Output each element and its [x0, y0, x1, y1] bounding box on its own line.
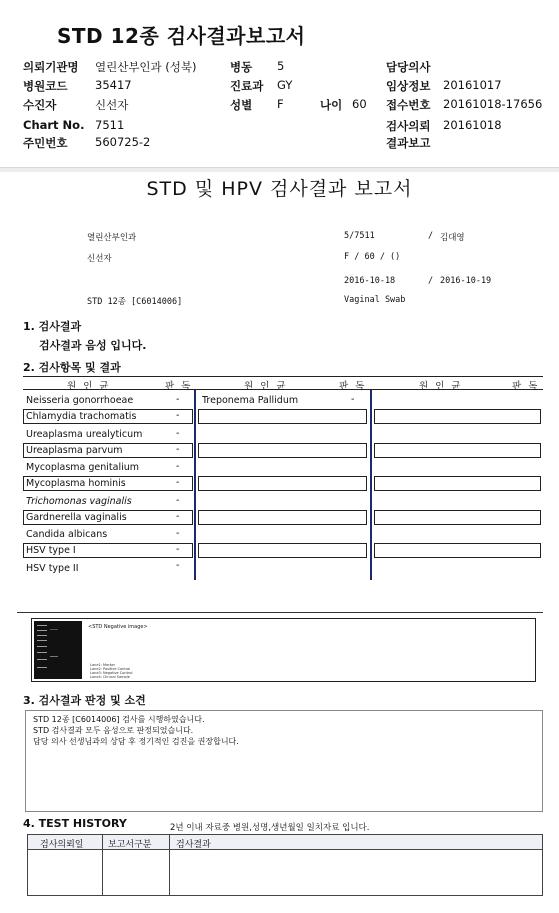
pathogen-result: -: [176, 444, 180, 455]
report-header-card: [0, 0, 559, 168]
resident-no-label: 주민번호: [23, 136, 68, 150]
info-doctor-sep: /: [428, 231, 434, 241]
pathogen-name: HSV type II: [26, 563, 79, 574]
resident-no-value: 560725-2: [95, 135, 151, 149]
department-value: GY: [277, 78, 293, 92]
pathogen-result: -: [176, 528, 180, 539]
info-chart: 5/7511: [344, 231, 375, 241]
ward-value: 5: [277, 59, 285, 73]
opinion-box: [25, 710, 543, 812]
info-institution: 열린산부인과: [87, 233, 137, 243]
results-table-header: [23, 376, 543, 390]
chart-no-label: Chart No.: [23, 118, 85, 132]
empty-result-box: [198, 543, 367, 558]
info-test: STD 12종 [C6014006]: [87, 297, 183, 307]
clinical-info-value: 20161017: [443, 78, 502, 92]
gel-electrophoresis-image: [34, 621, 82, 679]
gel-band: [37, 630, 47, 631]
gel-legend-item: Lane2: Positive Control: [90, 667, 131, 671]
pathogen-result: -: [176, 495, 180, 506]
pathogen-name: Treponema Pallidum: [202, 395, 299, 406]
pathogen-name: Mycoplasma genitalium: [26, 462, 140, 473]
divider-line: [17, 612, 543, 613]
empty-result-box: [374, 443, 541, 458]
info-date-sep: /: [428, 276, 434, 286]
pathogen-name: Trichomonas vaginalis: [26, 496, 132, 507]
empty-result-box: [198, 409, 367, 424]
sex-value: F: [277, 97, 284, 111]
gel-band: [37, 659, 47, 660]
pathogen-result: -: [351, 394, 355, 405]
gel-band: [37, 646, 47, 647]
column-divider: [194, 390, 196, 580]
pathogen-name: Gardnerella vaginalis: [26, 512, 127, 523]
pathogen-result: -: [176, 428, 180, 439]
opinion-line: STD 12종 [C6014006] 검사를 시행하였습니다.: [33, 715, 205, 724]
report-label: 결과보고: [386, 136, 431, 150]
gel-band: [37, 635, 47, 636]
opinion-line: 담당 의사 선생님과의 상담 후 정기적인 검진을 권장합니다.: [33, 737, 239, 746]
gel-image-frame: [31, 618, 536, 682]
pathogen-name: Mycoplasma hominis: [26, 478, 126, 489]
request-date-label: 검사의뢰: [386, 119, 431, 133]
receipt-no-label: 접수번호: [386, 98, 431, 112]
history-note: 2년 이내 자료중 병원,성명,생년월일 일치자료 입니다.: [170, 823, 370, 833]
hospital-code-label: 병원코드: [23, 79, 68, 93]
info-date1: 2016-10-18: [344, 276, 396, 286]
pathogen-result: -: [176, 511, 180, 522]
department-label: 진료과: [230, 79, 264, 93]
empty-result-box: [374, 476, 541, 491]
col2-pathogen-header: 원 인 균: [244, 381, 288, 392]
pathogen-name: Neisseria gonorrhoeae: [26, 395, 134, 406]
section1-title: 1. 검사결과: [23, 320, 82, 333]
institution-label: 의뢰기관명: [23, 60, 79, 74]
section4-title: 4. TEST HISTORY: [23, 817, 127, 830]
empty-result-box: [198, 510, 367, 525]
column-divider: [370, 390, 372, 580]
institution-value: 열린산부인과 (성북): [95, 60, 197, 74]
history-table: [27, 834, 543, 896]
section3-title: 3. 검사결과 판정 및 소견: [23, 694, 146, 707]
age-label: 나이: [320, 98, 343, 112]
clinical-info-label: 임상정보: [386, 79, 431, 93]
pathogen-name: HSV type I: [26, 545, 76, 556]
pathogen-name: Candida albicans: [26, 529, 108, 540]
info-date2: 2016-10-19: [440, 276, 492, 286]
col2-result-header: 판 독: [339, 381, 367, 392]
page-title: STD 및 HPV 검사결과 보고서: [146, 178, 413, 200]
history-column-divider: [169, 835, 170, 895]
gel-legend-item: Lane1: Marker: [90, 663, 116, 667]
section1-result: 검사결과 음성 입니다.: [39, 339, 147, 352]
report-header-title: STD 12종 검사결과보고서: [57, 24, 306, 48]
gel-band: [37, 667, 47, 668]
pathogen-name: Chlamydia trachomatis: [26, 411, 137, 422]
gel-band: [50, 656, 58, 657]
info-sex-age: F / 60 / (): [344, 252, 401, 262]
chart-no-value: 7511: [95, 118, 125, 132]
empty-result-box: [198, 443, 367, 458]
empty-result-box: [198, 476, 367, 491]
pathogen-name: Ureaplasma urealyticum: [26, 429, 143, 440]
history-col-report-type: 보고서구분: [108, 840, 152, 850]
opinion-line: STD 검사결과 모두 음성으로 판정되었습니다.: [33, 726, 194, 735]
pathogen-name: Ureaplasma parvum: [26, 445, 123, 456]
col1-pathogen-header: 원 인 균: [67, 381, 111, 392]
info-doctor: 김대영: [440, 233, 465, 243]
gel-caption: <STD Negative image>: [88, 624, 148, 630]
doctor-label: 담당의사: [386, 60, 431, 74]
history-col-result: 검사결과: [176, 840, 211, 850]
history-table-header: [28, 835, 542, 850]
info-specimen: Vaginal Swab: [344, 295, 406, 305]
gel-band: [37, 652, 47, 653]
sex-label: 성별: [230, 98, 253, 112]
pathogen-result: -: [176, 394, 180, 405]
gel-band: [37, 625, 47, 626]
report-document: [0, 172, 559, 913]
hospital-code-value: 35417: [95, 78, 132, 92]
col1-result-header: 판 독: [165, 381, 193, 392]
pathogen-result: -: [176, 560, 180, 571]
history-column-divider: [102, 835, 103, 895]
pathogen-result: -: [176, 544, 180, 555]
empty-result-box: [374, 409, 541, 424]
patient-value: 신선자: [95, 98, 129, 112]
request-date-value: 20161018: [443, 118, 502, 132]
empty-result-box: [374, 543, 541, 558]
ward-label: 병동: [230, 60, 253, 74]
gel-legend-item: Lane3: Negative Control: [90, 671, 133, 675]
empty-result-box: [374, 510, 541, 525]
gel-band: [37, 640, 47, 641]
info-patient: 신선자: [87, 254, 112, 264]
pathogen-result: -: [176, 477, 180, 488]
gel-legend-item: Lane4: Clinical Sample: [90, 675, 130, 679]
section2-title: 2. 검사항목 및 결과: [23, 361, 121, 374]
receipt-no-value: 20161018-17656: [443, 97, 543, 111]
pathogen-result: -: [176, 461, 180, 472]
gel-band: [50, 629, 58, 630]
patient-label: 수진자: [23, 98, 57, 112]
pathogen-result: -: [176, 410, 180, 421]
age-value: 60: [352, 97, 367, 111]
history-col-request-date: 검사의뢰일: [40, 840, 84, 850]
col3-result-header: 판 독: [512, 381, 540, 392]
col3-pathogen-header: 원 인 균: [419, 381, 463, 392]
